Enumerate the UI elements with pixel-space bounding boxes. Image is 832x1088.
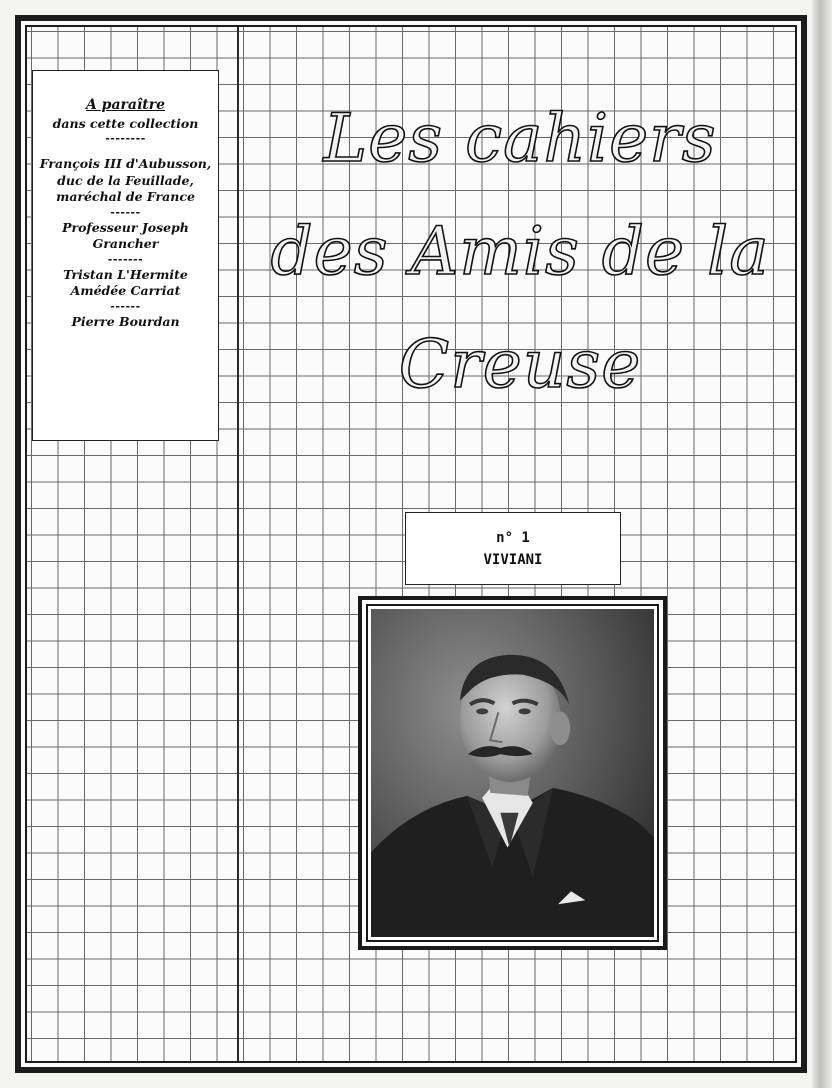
- upcoming-titles-box: [32, 70, 219, 441]
- upcoming-entry: Grancher: [92, 236, 159, 251]
- separator: -------: [107, 252, 144, 266]
- page-edge-shadow: [812, 0, 832, 1088]
- upcoming-entry: Pierre Bourdan: [71, 313, 180, 329]
- portrait-frame: [358, 596, 667, 950]
- issue-label: [405, 512, 621, 585]
- title-line: Les cahiers: [323, 100, 717, 177]
- portrait-frame-inner: [366, 604, 659, 942]
- upcoming-entry: Amédée Carriat: [70, 283, 181, 298]
- issue-subject: VIVIANI: [483, 552, 543, 568]
- margin-line: [237, 27, 239, 1061]
- separator: ------: [110, 205, 141, 219]
- issue-number: n° 1: [496, 530, 530, 546]
- collection-title: [240, 82, 800, 421]
- portrait-photo-icon: [371, 609, 654, 937]
- upcoming-entry: François III d'Aubusson,: [39, 156, 212, 171]
- upcoming-entry: maréchal de France: [56, 189, 195, 204]
- upcoming-entry: Tristan L'Hermite: [63, 266, 188, 282]
- upcoming-heading: A paraître: [85, 97, 166, 113]
- title-line: Creuse: [398, 326, 642, 403]
- upcoming-entry: duc de la Feuillade,: [57, 172, 194, 188]
- separator: ------: [110, 299, 141, 313]
- upcoming-entry: Professeur Joseph: [62, 219, 189, 235]
- title-line: des Amis de la: [270, 213, 770, 290]
- upcoming-subheading: dans cette collection: [52, 115, 199, 131]
- separator: --------: [105, 132, 146, 145]
